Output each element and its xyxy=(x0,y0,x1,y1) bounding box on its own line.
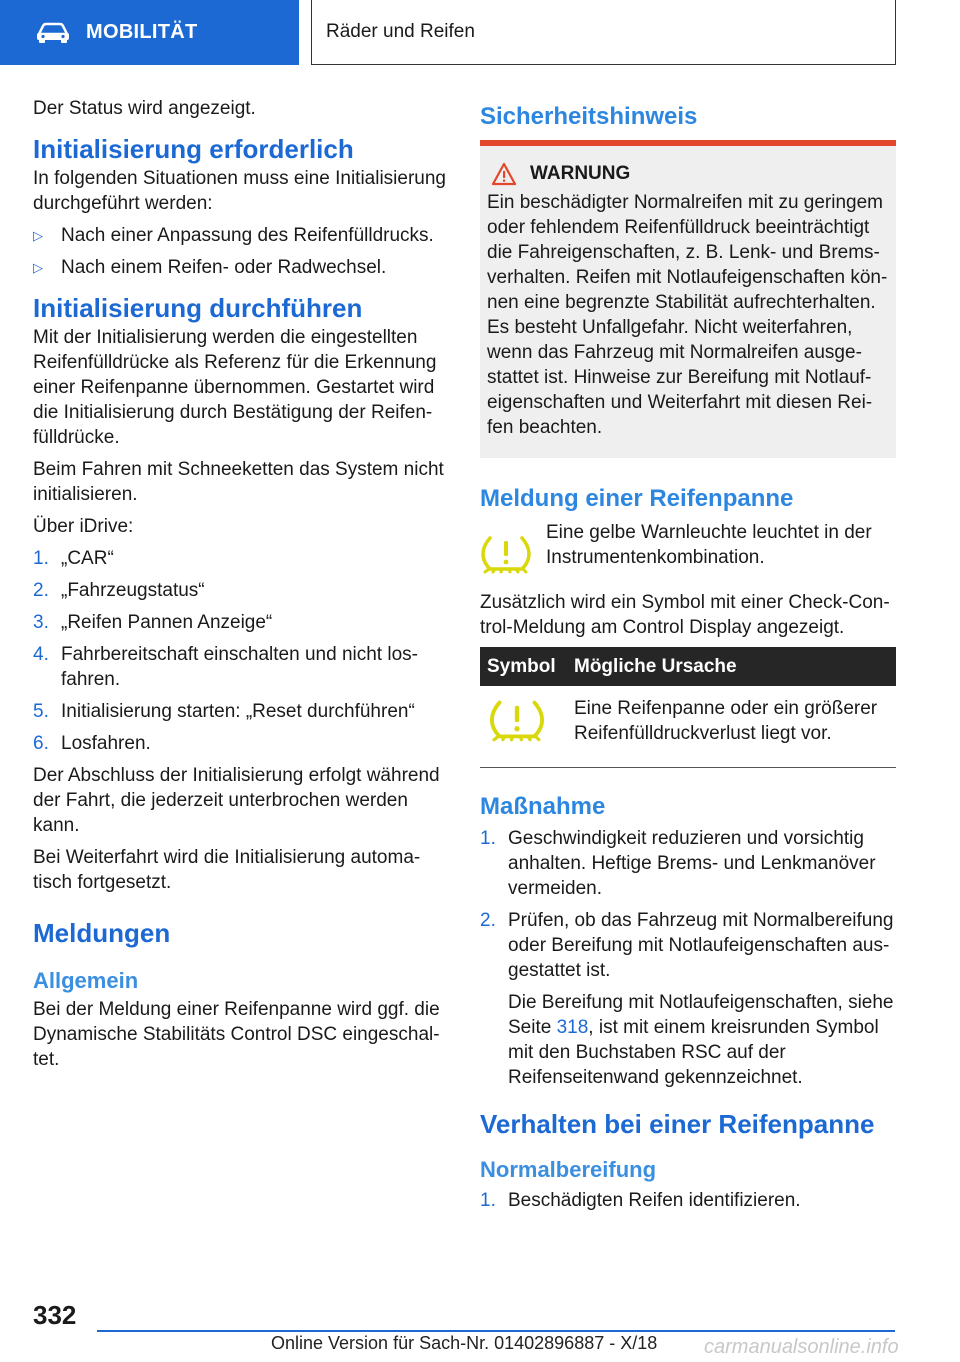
init-continue-text: Bei Weiterfahrt wird die Initialisierung automa-tisch fortgesetzt. xyxy=(33,847,421,893)
topic-label: Räder und Reifen xyxy=(326,21,475,42)
list-item: 3. „Reifen Pannen Anzeige“ xyxy=(33,612,273,633)
col-cause: Mögliche Ursache xyxy=(567,647,896,686)
right-column xyxy=(480,96,896,1220)
tire-pressure-warning-icon xyxy=(487,696,547,744)
list-item: 6. Losfahren. xyxy=(33,733,151,754)
snow-chain-text: Beim Fahren mit Schneeketten das System nicht initialisieren. xyxy=(33,459,444,505)
symbol-table xyxy=(480,647,896,768)
warning-box xyxy=(480,140,896,458)
heading-init-perform: Initialisierung durchführen xyxy=(33,293,363,323)
flat-behavior-steps xyxy=(480,1188,896,1213)
idrive-steps xyxy=(33,546,447,756)
list-item: ▷ Nach einer Anpassung des Reifenfülldrucks. xyxy=(33,225,434,246)
page-link[interactable]: 318 xyxy=(556,1017,589,1038)
warning-lamp-text: Eine gelbe Warnleuchte leuchtet in der Instrumentenkombination. xyxy=(546,522,872,568)
table-row xyxy=(480,686,896,768)
list-item: 2. „Fahrzeugstatus“ xyxy=(33,580,205,601)
idrive-text: Über iDrive: xyxy=(33,516,134,537)
warning-lamp-row xyxy=(480,520,896,576)
triangle-bullet-icon: ▷ xyxy=(33,260,43,275)
warning-triangle-icon xyxy=(491,162,517,186)
symbol-cell xyxy=(480,686,567,768)
measure-steps xyxy=(480,826,896,983)
page-number: 332 xyxy=(33,1300,77,1330)
watermark: carmanualsonline.info xyxy=(704,1336,899,1358)
heading-measure: Maßnahme xyxy=(480,793,606,820)
warning-text: Ein beschädigter Normalreifen mit zu geringem oder fehlendem Reifenfülldruck beeinträchtigt die Fahreigenschaften, z. B. Lenk- und Brems-verhalten. Reifen mit Notlaufeigenschaften kön-nen eine begrenzte Stabilität aufrechterhalten. Es besteht Unfallgefahr. Nicht weiterfahren, wenn das Fahrzeug mit Normalreifen ausge-stattet ist. Hinweise zur Bereifung mit Notlauf-eigenschaften und Weiterfahrt mit diesen Rei-fen beachten. xyxy=(487,192,888,438)
heading-messages: Meldungen xyxy=(33,918,171,948)
intro-text: Der Status wird angezeigt. xyxy=(33,98,256,119)
heading-general: Allgemein xyxy=(33,968,139,993)
init-required-text: In folgenden Situationen muss eine Initialisierung durchgeführt werden: xyxy=(33,168,446,214)
footer-text: Online Version für Sach-Nr. 01402896887 - X/18 xyxy=(271,1333,658,1353)
warning-header xyxy=(487,162,888,186)
col-symbol: Symbol xyxy=(480,647,567,686)
topic-header xyxy=(311,0,896,65)
messages-text: Bei der Meldung einer Reifenpanne wird ggf. die Dynamische Stabilitäts Control DSC eingeschal-tet. xyxy=(33,999,440,1070)
init-complete-text: Der Abschluss der Initialisierung erfolgt während der Fahrt, die jederzeit unterbrochen werden kann. xyxy=(33,765,440,836)
heading-init-required: Initialisierung erforderlich xyxy=(33,134,354,164)
table-header xyxy=(480,647,896,686)
section-tab xyxy=(0,0,299,65)
list-item: 5. Initialisierung starten: „Reset durchführen“ xyxy=(33,701,415,722)
list-item: 1. Beschädigten Reifen identifizieren. xyxy=(480,1190,801,1211)
init-perform-text: Mit der Initialisierung werden die eingestellten Reifenfülldrücke als Referenz für die Erkennung einer Reifenpanne übernommen. Gestartet wird die Initialisierung durch Bestätigung der Reifen-fülldrücke. xyxy=(33,327,437,448)
runflat-note: Die Bereifung mit Notlaufeigenschaften, siehe Seite 318, ist mit einem kreisrunden Symbol mit den Buchstaben RSC auf der Reifenseitenwand gekennzeichnet. xyxy=(508,992,894,1088)
triangle-bullet-icon: ▷ xyxy=(33,228,43,243)
list-item: 1. Geschwindigkeit reduzieren und vorsichtig anhalten. Heftige Brems- und Lenkmanöver vermeiden. xyxy=(480,828,876,899)
footer-divider xyxy=(97,1330,895,1332)
check-control-text: Zusätzlich wird ein Symbol mit einer Check-Con-trol-Meldung am Control Display angezeigt. xyxy=(480,592,890,638)
list-item: 1. „CAR“ xyxy=(33,548,114,569)
list-item: 4. Fahrbereitschaft einschalten und nicht los-fahren. xyxy=(33,644,418,690)
left-column xyxy=(33,96,447,1079)
list-item: 2. Prüfen, ob das Fahrzeug mit Normalbereifung oder Bereifung mit Notlaufeigenschaften aus-gestattet ist. xyxy=(480,910,894,981)
tire-pressure-warning-icon xyxy=(480,532,532,576)
heading-safety: Sicherheitshinweis xyxy=(480,103,698,130)
heading-flat-behavior: Verhalten bei einer Reifenpanne xyxy=(480,1109,875,1139)
heading-normal-tires: Normalbereifung xyxy=(480,1157,657,1182)
car-icon xyxy=(36,22,70,44)
list-item: ▷ Nach einem Reifen- oder Radwechsel. xyxy=(33,257,387,278)
section-label: MOBILITÄT xyxy=(86,21,198,43)
cause-cell: Eine Reifenpanne oder ein größerer Reifenfülldruckverlust liegt vor. xyxy=(567,686,896,768)
warning-label: WARNUNG xyxy=(530,163,631,184)
init-required-list xyxy=(33,223,447,280)
heading-flat-message: Meldung einer Reifenpanne xyxy=(480,485,794,512)
